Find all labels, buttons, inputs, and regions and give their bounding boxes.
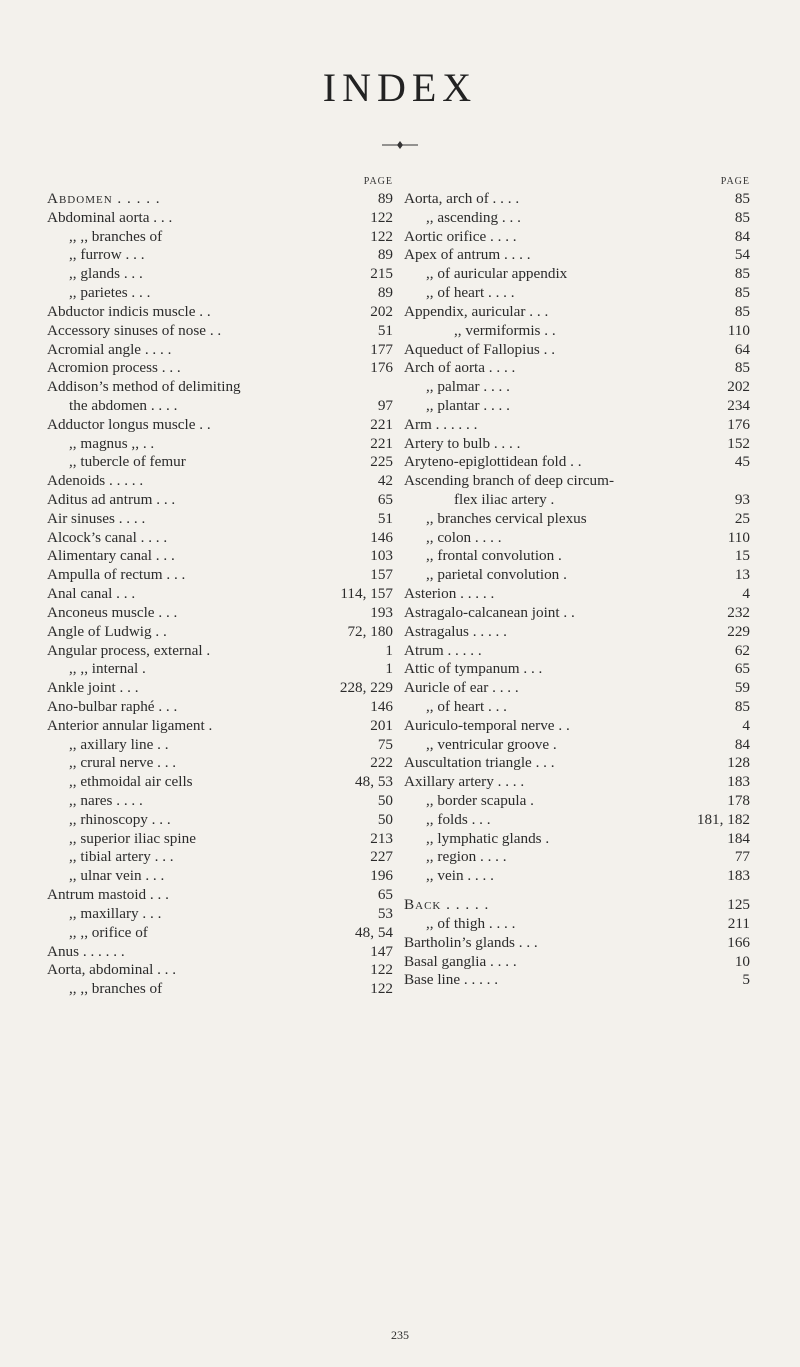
entry-term: Auriculo-temporal nerve . . (404, 716, 570, 734)
entry-term: ,, ,, branches of (69, 980, 163, 998)
entry-page-ref: 85 (734, 284, 750, 302)
entry-page-ref: 77 (734, 848, 750, 866)
index-entry (404, 585, 754, 604)
index-entry (47, 679, 397, 698)
left-entry-list (47, 190, 397, 999)
page-column-heading: PAGE (720, 176, 750, 187)
index-entry (47, 754, 397, 773)
entry-term: ,, tibial artery . . . (69, 848, 174, 866)
entry-term: ,, crural nerve . . . (69, 754, 177, 772)
entry-page-ref: 128 (727, 754, 750, 772)
entry-term: ,, border scapula . (426, 792, 534, 809)
index-entry (47, 867, 397, 886)
entry-page-ref: 64 (734, 340, 750, 358)
index-entry (404, 604, 754, 623)
index-entry (404, 811, 754, 830)
entry-term: Adductor longus muscle . . (47, 415, 211, 433)
index-entry (404, 190, 754, 209)
index-entry (47, 886, 397, 905)
entry-term: ,, magnus ,, . . (69, 434, 155, 452)
entry-page-ref: 51 (377, 321, 393, 339)
index-entry (404, 830, 754, 849)
entry-page-ref: 13 (734, 566, 750, 584)
entry-term: Ankle joint . . . (47, 679, 139, 697)
index-entry (404, 378, 754, 397)
index-entry (47, 265, 397, 284)
entry-page-ref: 147 (370, 942, 393, 960)
entry-page-ref: 181, 182 (696, 810, 750, 828)
index-entry (47, 378, 397, 397)
entry-term: Atrum . . . . . (404, 641, 482, 659)
entry-page-ref: 183 (727, 773, 750, 791)
entry-page-ref: 110 (727, 528, 750, 546)
entry-term: Abductor indicis muscle . . (47, 302, 211, 320)
entry-page-ref: 48, 53 (355, 773, 393, 791)
entry-term: Angular process, external . (47, 641, 211, 659)
entry-page-ref: 228, 229 (339, 679, 393, 697)
entry-term: ,, parietes . . . (69, 284, 151, 302)
entry-page-ref: 48, 54 (355, 923, 393, 941)
index-entry (47, 453, 397, 472)
entry-term: Back . . . . . (404, 896, 490, 914)
entry-page-ref: 215 (370, 265, 393, 283)
entry-term: Axillary artery . . . . (404, 773, 525, 791)
entry-term: ,, region . . . . (426, 848, 507, 866)
index-entry (404, 359, 754, 378)
index-entry (404, 303, 754, 322)
entry-term: Astragalus . . . . . (404, 622, 507, 640)
entry-term: Anconeus muscle . . . (47, 603, 178, 621)
entry-term: ,, folds . . . (426, 810, 491, 828)
entry-term: Artery to bulb . . . . (404, 434, 521, 452)
entry-page-ref: 5 (742, 971, 750, 989)
entry-term: Auscultation triangle . . . (404, 754, 555, 772)
entry-term: Attic of tympanum . . . (404, 660, 543, 678)
index-entry (404, 848, 754, 867)
entry-term: Ascending branch of deep circum- (404, 472, 615, 490)
entry-term: flex iliac artery . (454, 491, 555, 508)
entry-page-ref: 85 (734, 265, 750, 283)
entry-page-ref: 89 (377, 284, 393, 302)
entry-page-ref: 125 (727, 896, 750, 914)
index-entry (47, 773, 397, 792)
index-column-right (404, 176, 754, 990)
index-entry (404, 472, 754, 491)
entry-term: Anterior annular ligament . (47, 716, 213, 734)
entry-term: Bartholin’s glands . . . (404, 933, 538, 951)
index-entry (404, 660, 754, 679)
entry-term: ,, of thigh . . . . (426, 914, 516, 932)
index-entry (47, 566, 397, 585)
entry-page-ref: 65 (734, 660, 750, 678)
entry-page-ref: 65 (377, 886, 393, 904)
index-entry (404, 698, 754, 717)
entry-term: Abdominal aorta . . . (47, 208, 173, 226)
entry-page-ref: 85 (734, 302, 750, 320)
index-entry (47, 435, 397, 454)
right-entry-list (404, 190, 754, 990)
entry-page-ref: 93 (734, 491, 750, 508)
index-entry (404, 971, 754, 990)
index-entry (47, 510, 397, 529)
entry-term: Air sinuses . . . . (47, 509, 146, 527)
entry-page-ref: 114, 157 (340, 585, 393, 603)
entry-term: Aditus ad antrum . . . (47, 491, 176, 508)
index-entry (47, 303, 397, 322)
entry-term: Arch of aorta . . . . (404, 359, 516, 377)
entry-page-ref: 227 (370, 848, 393, 866)
entry-page-ref: 50 (377, 810, 393, 828)
entry-page-ref: 85 (734, 697, 750, 715)
entry-page-ref: 53 (377, 904, 393, 922)
index-entry (47, 717, 397, 736)
index-entry (404, 642, 754, 661)
index-entry (47, 642, 397, 661)
index-entry (47, 246, 397, 265)
entry-term: Adenoids . . . . . (47, 472, 144, 490)
index-entry (404, 886, 754, 896)
entry-page-ref: 45 (734, 453, 750, 471)
index-entry (404, 896, 754, 915)
index-entry (404, 679, 754, 698)
index-entry (404, 284, 754, 303)
entry-page-ref: 50 (377, 792, 393, 809)
entry-term: Appendix, auricular . . . (404, 302, 549, 320)
entry-page-ref: 85 (734, 208, 750, 226)
entry-page-ref: 221 (370, 415, 393, 433)
entry-page-ref: 146 (370, 697, 393, 715)
entry-page-ref: 122 (370, 227, 393, 245)
entry-term: Aorta, abdominal . . . (47, 961, 177, 979)
index-entry (404, 322, 754, 341)
entry-term: Base line . . . . . (404, 971, 499, 989)
entry-term: Angle of Ludwig . . (47, 622, 167, 640)
entry-term: ,, superior iliac spine (69, 829, 196, 847)
index-entry (47, 961, 397, 980)
entry-term: ,, furrow . . . (69, 246, 145, 264)
entry-term: ,, maxillary . . . (69, 904, 162, 922)
entry-page-ref: 84 (734, 735, 750, 753)
index-entry (404, 736, 754, 755)
index-entry (404, 341, 754, 360)
entry-term: Ano-bulbar raphé . . . (47, 697, 178, 715)
entry-page-ref: 75 (377, 735, 393, 753)
entry-page-ref: 84 (734, 227, 750, 245)
entry-page-ref: 4 (742, 585, 750, 603)
index-column-left (47, 176, 397, 999)
index-entry (404, 754, 754, 773)
index-entry (47, 491, 397, 510)
entry-page-ref: 211 (727, 914, 750, 932)
entry-page-ref: 222 (370, 754, 393, 772)
entry-term: ,, palmar . . . . (426, 378, 510, 396)
entry-term: ,, of heart . . . (426, 697, 507, 715)
entry-page-ref: 42 (377, 472, 393, 490)
index-entry (47, 623, 397, 642)
diamond-rule-icon (382, 140, 418, 150)
entry-term: ,, vermiformis . . (454, 321, 556, 339)
index-entry (404, 435, 754, 454)
index-entry (47, 905, 397, 924)
index-entry (47, 980, 397, 999)
entry-page-ref: 213 (370, 829, 393, 847)
index-entry (47, 190, 397, 209)
entry-term: Astragalo-calcanean joint . . (404, 603, 575, 621)
entry-term: ,, tubercle of femur (69, 453, 186, 471)
entry-term: the abdomen . . . . (69, 396, 178, 414)
entry-page-ref: 15 (734, 547, 750, 565)
entry-page-ref: 157 (370, 566, 393, 584)
entry-page-ref: 166 (727, 933, 750, 951)
index-entry (47, 359, 397, 378)
entry-page-ref: 59 (734, 679, 750, 697)
entry-term: ,, frontal convolution . (426, 547, 562, 565)
entry-page-ref: 202 (370, 302, 393, 320)
entry-term: ,, of auricular appendix (426, 265, 568, 283)
entry-term: Anus . . . . . . (47, 942, 125, 960)
entry-term: ,, parietal convolution . (426, 566, 567, 584)
entry-page-ref: 65 (377, 491, 393, 508)
entry-term: ,, lymphatic glands . (426, 829, 550, 847)
entry-page-ref: 122 (370, 208, 393, 226)
entry-page-ref: 10 (734, 952, 750, 970)
index-entry (404, 397, 754, 416)
index-entry (404, 491, 754, 510)
index-entry (404, 953, 754, 972)
index-entry (404, 792, 754, 811)
index-entry (47, 792, 397, 811)
entry-term: ,, branches cervical plexus (426, 509, 587, 527)
index-entry (404, 453, 754, 472)
entry-page-ref: 4 (742, 716, 750, 734)
entry-page-ref: 146 (370, 528, 393, 546)
index-entry (47, 698, 397, 717)
index-entry (404, 915, 754, 934)
index-entry (404, 265, 754, 284)
entry-term: Asterion . . . . . (404, 585, 495, 603)
entry-page-ref: 89 (377, 246, 393, 264)
page-column-heading: PAGE (363, 176, 393, 187)
index-entry (404, 416, 754, 435)
entry-term: ,, ascending . . . (426, 208, 521, 226)
index-entry (404, 228, 754, 247)
entry-page-ref: 193 (370, 603, 393, 621)
entry-page-ref: 178 (727, 792, 750, 809)
entry-page-ref: 1 (385, 641, 393, 659)
index-entry (404, 934, 754, 953)
index-entry (47, 585, 397, 604)
entry-page-ref: 89 (377, 190, 393, 207)
entry-page-ref: 202 (727, 378, 750, 396)
entry-page-ref: 221 (370, 434, 393, 452)
entry-term: Acromial angle . . . . (47, 340, 172, 358)
entry-term: Aryteno-epiglottidean fold . . (404, 453, 582, 471)
entry-page-ref: 152 (727, 434, 750, 452)
index-entry (47, 397, 397, 416)
index-title: INDEX (322, 65, 478, 110)
entry-term: Abdomen . . . . . (47, 190, 161, 207)
entry-page-ref: 1 (385, 660, 393, 678)
entry-term: Aortic orifice . . . . (404, 227, 517, 245)
index-entry (47, 209, 397, 228)
entry-page-ref: 54 (734, 246, 750, 264)
index-entry (47, 736, 397, 755)
index-entry (47, 547, 397, 566)
entry-term: ,, axillary line . . (69, 735, 169, 753)
page-number: 235 (391, 1328, 409, 1342)
index-entry (404, 867, 754, 886)
entry-page-ref: 176 (370, 359, 393, 377)
entry-page-ref: 103 (370, 547, 393, 565)
index-entry (404, 209, 754, 228)
entry-page-ref: 122 (370, 961, 393, 979)
entry-term: Aorta, arch of . . . . (404, 190, 520, 207)
entry-page-ref: 201 (370, 716, 393, 734)
entry-term: Alimentary canal . . . (47, 547, 175, 565)
index-entry (47, 416, 397, 435)
entry-page-ref: 72, 180 (347, 622, 393, 640)
entry-term: Acromion process . . . (47, 359, 181, 377)
index-entry (47, 811, 397, 830)
entry-term: Auricle of ear . . . . (404, 679, 519, 697)
entry-term: Antrum mastoid . . . (47, 886, 169, 904)
entry-page-ref: 85 (734, 190, 750, 207)
entry-term: ,, of heart . . . . (426, 284, 515, 302)
entry-term: ,, nares . . . . (69, 792, 143, 809)
entry-page-ref: 184 (727, 829, 750, 847)
index-entry (404, 623, 754, 642)
entry-term: ,, ,, orifice of (69, 923, 148, 941)
entry-term: Basal ganglia . . . . (404, 952, 517, 970)
entry-term: Accessory sinuses of nose . . (47, 321, 222, 339)
entry-term: ,, rhinoscopy . . . (69, 810, 171, 828)
entry-term: ,, vein . . . . (426, 867, 494, 885)
entry-term: ,, plantar . . . . (426, 396, 510, 414)
index-entry (47, 284, 397, 303)
entry-page-ref: 62 (734, 641, 750, 659)
index-entry (47, 529, 397, 548)
index-entry (47, 341, 397, 360)
entry-page-ref: 25 (734, 509, 750, 527)
entry-page-ref: 229 (727, 622, 750, 640)
entry-term: ,, ulnar vein . . . (69, 867, 165, 885)
entry-page-ref: 85 (734, 359, 750, 377)
entry-term: Ampulla of rectum . . . (47, 566, 186, 584)
entry-page-ref: 176 (727, 415, 750, 433)
entry-term: ,, ,, branches of (69, 227, 163, 245)
entry-term: ,, glands . . . (69, 265, 143, 283)
index-entry (404, 717, 754, 736)
entry-term: ,, ,, internal . (69, 660, 146, 678)
index-entry (47, 322, 397, 341)
entry-term: Aqueduct of Fallopius . . (404, 340, 556, 358)
entry-term: Arm . . . . . . (404, 415, 478, 433)
index-entry (47, 604, 397, 623)
index-entry (404, 773, 754, 792)
index-entry (47, 830, 397, 849)
entry-term: ,, colon . . . . (426, 528, 502, 546)
entry-page-ref: 225 (370, 453, 393, 471)
entry-page-ref: 110 (727, 321, 750, 339)
entry-page-ref: 177 (370, 340, 393, 358)
index-entry (47, 660, 397, 679)
index-entry (47, 924, 397, 943)
entry-page-ref: 122 (370, 980, 393, 998)
index-entry (47, 848, 397, 867)
entry-page-ref: 97 (377, 396, 393, 414)
entry-term: Addison’s method of delimiting (47, 378, 241, 396)
index-entry (404, 529, 754, 548)
entry-term: ,, ethmoidal air cells (69, 773, 193, 791)
entry-term: ,, ventricular groove . (426, 735, 557, 753)
index-entry (404, 510, 754, 529)
entry-term: Alcock’s canal . . . . (47, 528, 168, 546)
index-entry (404, 547, 754, 566)
index-entry (47, 228, 397, 247)
entry-term: Anal canal . . . (47, 585, 136, 603)
entry-page-ref: 183 (727, 867, 750, 885)
index-entry (47, 472, 397, 491)
index-entry (404, 566, 754, 585)
entry-term: Apex of antrum . . . . (404, 246, 531, 264)
entry-page-ref: 196 (370, 867, 393, 885)
entry-page-ref: 234 (727, 396, 750, 414)
index-entry (404, 246, 754, 265)
index-entry (47, 943, 397, 962)
entry-page-ref: 51 (377, 509, 393, 527)
entry-page-ref: 232 (727, 603, 750, 621)
